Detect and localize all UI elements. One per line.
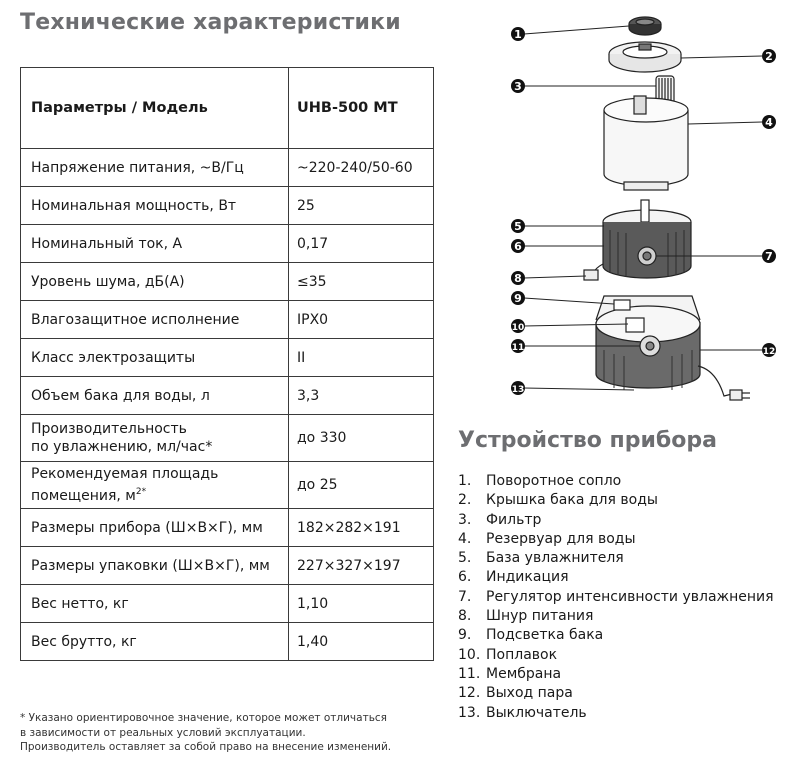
list-item bbox=[458, 684, 774, 703]
row-value: ≤35 bbox=[289, 263, 434, 301]
footnote bbox=[20, 711, 391, 755]
device-diagram bbox=[500, 0, 790, 410]
list-item bbox=[458, 511, 774, 530]
item-label: Подсветка бака bbox=[486, 627, 604, 644]
list-item bbox=[458, 491, 774, 510]
footnote-line: в зависимости от реальных условий эксплуатации. bbox=[20, 726, 306, 739]
list-item bbox=[458, 549, 774, 568]
table-row bbox=[21, 623, 434, 661]
base-illustration bbox=[603, 200, 691, 278]
item-number: 9. bbox=[458, 627, 472, 644]
list-item bbox=[458, 588, 774, 607]
spec-table bbox=[20, 67, 434, 661]
table-row bbox=[21, 462, 434, 509]
lid-illustration bbox=[609, 42, 681, 72]
svg-text:11: 11 bbox=[511, 343, 525, 353]
list-item bbox=[458, 607, 774, 626]
table-row bbox=[21, 377, 434, 415]
table-row bbox=[21, 225, 434, 263]
callout-6 bbox=[511, 239, 525, 253]
table-row bbox=[21, 187, 434, 225]
spec-title: Технические характеристики bbox=[20, 10, 401, 35]
callout-1 bbox=[511, 27, 525, 41]
footnote-line: * Указано ориентировочное значение, которое может отличаться bbox=[20, 712, 387, 724]
item-number: 7. bbox=[458, 588, 472, 605]
row-param: Объем бака для воды, л bbox=[21, 377, 289, 415]
svg-text:6: 6 bbox=[514, 240, 522, 253]
row-param bbox=[21, 415, 289, 462]
row-value: 0,17 bbox=[289, 225, 434, 263]
list-item bbox=[458, 568, 774, 587]
callout-8 bbox=[511, 271, 525, 285]
callout-5 bbox=[511, 219, 525, 233]
row-param: Влагозащитное исполнение bbox=[21, 301, 289, 339]
row-param-superscript: 2* bbox=[135, 487, 147, 497]
callout-13 bbox=[511, 381, 525, 395]
item-label: Выход пара bbox=[486, 685, 573, 702]
svg-text:4: 4 bbox=[765, 116, 773, 129]
svg-text:7: 7 bbox=[765, 250, 773, 263]
svg-text:9: 9 bbox=[514, 292, 522, 305]
item-label: Индикация bbox=[486, 569, 569, 586]
item-number: 10. bbox=[458, 646, 481, 663]
row-value: 1,10 bbox=[289, 585, 434, 623]
item-number: 13. bbox=[458, 704, 481, 721]
item-number: 12. bbox=[458, 685, 481, 702]
svg-text:10: 10 bbox=[511, 323, 525, 333]
parts-list bbox=[458, 472, 774, 723]
footnote-line: Производитель оставляет за собой право на внесение изменений. bbox=[20, 741, 392, 753]
table-row bbox=[21, 547, 434, 585]
row-value: II bbox=[289, 339, 434, 377]
row-param-line2: помещения, м bbox=[31, 488, 136, 504]
svg-text:1: 1 bbox=[514, 28, 522, 41]
callout-12 bbox=[762, 343, 776, 357]
callout-9 bbox=[511, 291, 525, 305]
bottom-unit-illustration bbox=[596, 296, 750, 400]
callout-2 bbox=[762, 49, 776, 63]
item-number: 11. bbox=[458, 665, 481, 682]
row-value: до 25 bbox=[289, 462, 434, 509]
row-param: Уровень шума, дБ(А) bbox=[21, 263, 289, 301]
table-row bbox=[21, 263, 434, 301]
list-item bbox=[458, 472, 774, 491]
header-param: Параметры / Модель bbox=[21, 68, 289, 149]
table-row bbox=[21, 339, 434, 377]
callout-3 bbox=[511, 79, 525, 93]
tank-illustration bbox=[604, 96, 688, 190]
cord-plug-illustration bbox=[584, 264, 603, 280]
row-param: Размеры упаковки (Ш×В×Г), мм bbox=[21, 547, 289, 585]
row-value: 3,3 bbox=[289, 377, 434, 415]
item-number: 4. bbox=[458, 530, 472, 547]
item-label: Регулятор интенсивности увлажнения bbox=[486, 588, 774, 605]
row-param-line1: Производительность bbox=[31, 421, 187, 437]
item-label: Поплавок bbox=[486, 646, 558, 663]
svg-text:13: 13 bbox=[511, 385, 525, 395]
list-item bbox=[458, 665, 774, 684]
table-row bbox=[21, 149, 434, 187]
row-param: Вес нетто, кг bbox=[21, 585, 289, 623]
svg-text:8: 8 bbox=[514, 272, 522, 285]
row-value: IPX0 bbox=[289, 301, 434, 339]
row-param: Класс электрозащиты bbox=[21, 339, 289, 377]
item-number: 5. bbox=[458, 550, 472, 567]
row-value: до 330 bbox=[289, 415, 434, 462]
row-value: 1,40 bbox=[289, 623, 434, 661]
table-row bbox=[21, 415, 434, 462]
svg-text:3: 3 bbox=[514, 80, 522, 93]
callout-7 bbox=[762, 249, 776, 263]
header-model: UHB-500 MT bbox=[289, 68, 434, 149]
nozzle-illustration bbox=[629, 17, 661, 35]
item-label: Крышка бака для воды bbox=[486, 492, 658, 509]
table-row bbox=[21, 585, 434, 623]
list-item bbox=[458, 646, 774, 665]
row-param: Номинальная мощность, Вт bbox=[21, 187, 289, 225]
row-param-line1: Рекомендуемая площадь bbox=[31, 466, 219, 482]
list-item bbox=[458, 530, 774, 549]
svg-text:12: 12 bbox=[762, 347, 776, 357]
row-value: 182×282×191 bbox=[289, 509, 434, 547]
table-row bbox=[21, 301, 434, 339]
item-label: Резервуар для воды bbox=[486, 530, 636, 547]
item-label: Поворотное сопло bbox=[486, 473, 622, 489]
table-header-row bbox=[21, 68, 434, 149]
svg-text:5: 5 bbox=[514, 220, 522, 233]
row-param: Номинальный ток, А bbox=[21, 225, 289, 263]
item-number: 8. bbox=[458, 608, 472, 625]
table-row bbox=[21, 509, 434, 547]
item-number: 1. bbox=[458, 473, 472, 489]
callout-4 bbox=[762, 115, 776, 129]
list-item bbox=[458, 704, 774, 723]
item-number: 3. bbox=[458, 511, 472, 528]
item-label: Выключатель bbox=[486, 704, 587, 721]
callout-10 bbox=[511, 319, 525, 333]
row-value: 227×327×197 bbox=[289, 547, 434, 585]
item-label: Шнур питания bbox=[486, 608, 594, 625]
svg-text:2: 2 bbox=[765, 50, 773, 63]
row-param: Размеры прибора (Ш×В×Г), мм bbox=[21, 509, 289, 547]
row-value: ~220-240/50-60 bbox=[289, 149, 434, 187]
callout-11 bbox=[511, 339, 525, 353]
row-param: Напряжение питания, ~В/Гц bbox=[21, 149, 289, 187]
row-param-line2: по увлажнению, мл/час* bbox=[31, 439, 213, 455]
device-title: Устройство прибора bbox=[458, 428, 717, 453]
row-param: Вес брутто, кг bbox=[21, 623, 289, 661]
item-label: Мембрана bbox=[486, 665, 562, 682]
list-item bbox=[458, 626, 774, 645]
item-number: 2. bbox=[458, 492, 472, 509]
item-number: 6. bbox=[458, 569, 472, 586]
row-value: 25 bbox=[289, 187, 434, 225]
item-label: База увлажнителя bbox=[486, 550, 624, 567]
row-param bbox=[21, 462, 289, 509]
item-label: Фильтр bbox=[486, 511, 542, 528]
